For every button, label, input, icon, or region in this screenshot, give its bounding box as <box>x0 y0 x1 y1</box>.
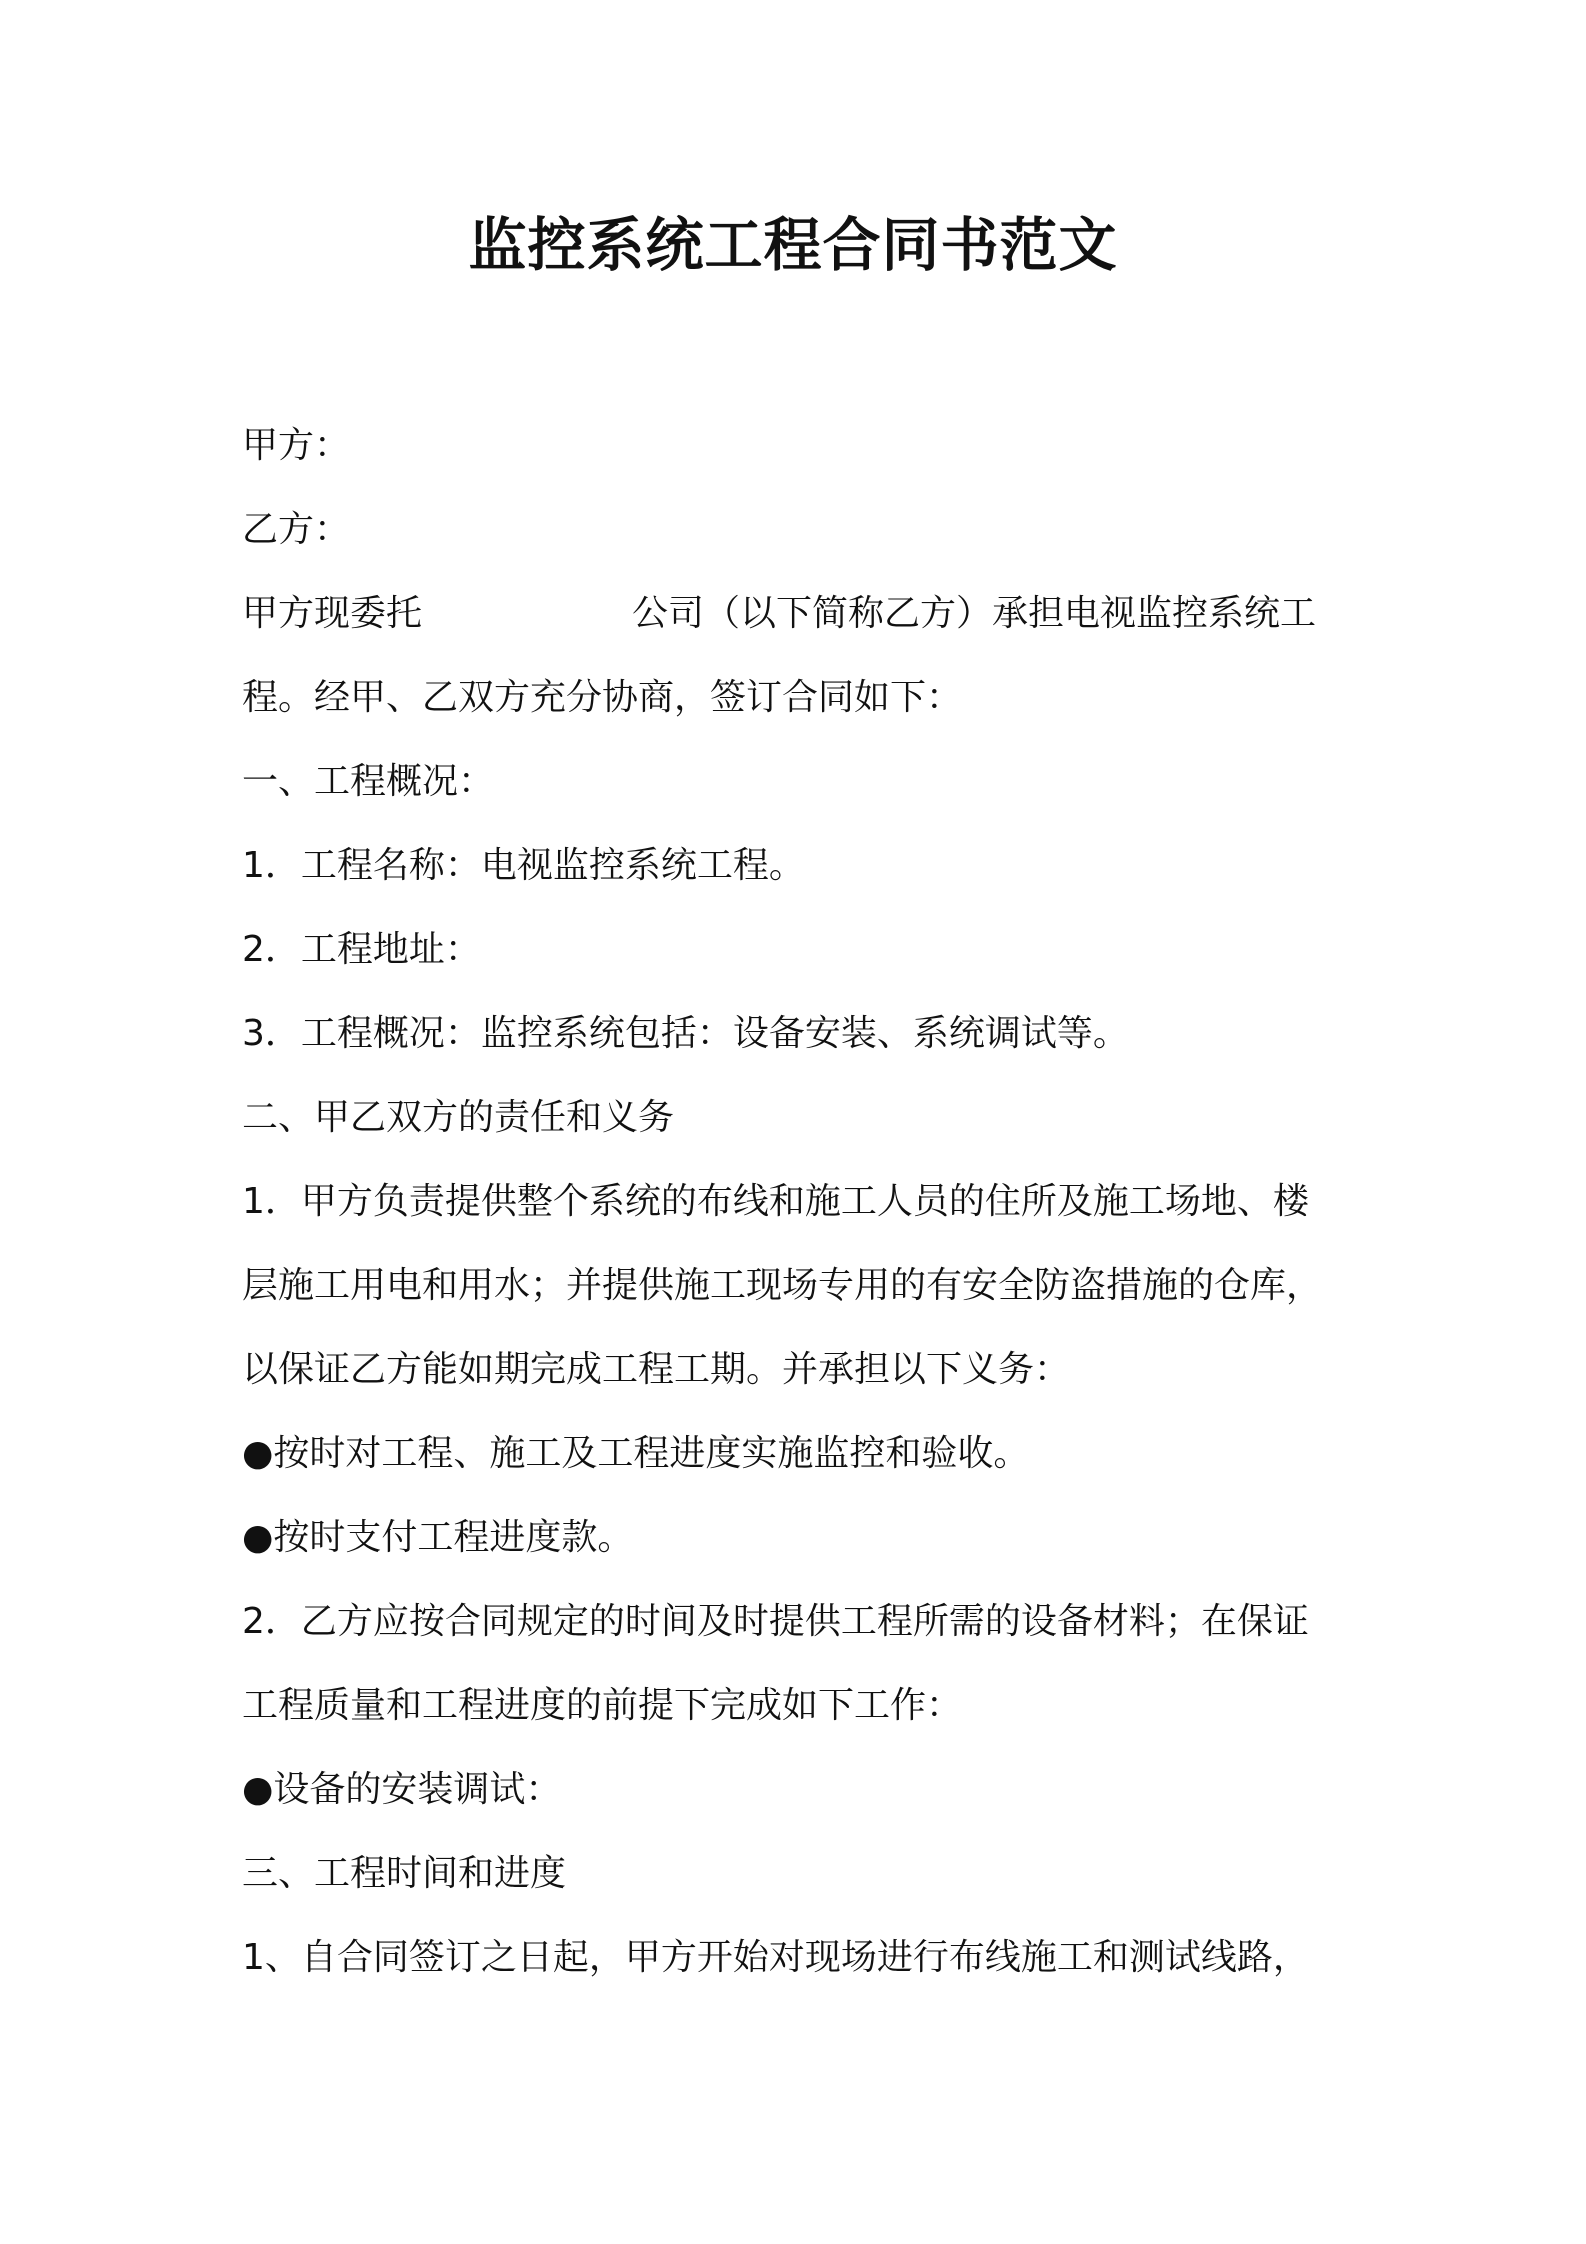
party-b-line: 乙方： <box>242 509 351 550</box>
intro-line-2: 程。经甲、乙双方充分协商，签订合同如下： <box>242 677 963 718</box>
intro-line-1 <box>242 572 1362 656</box>
document-body <box>242 404 1362 2000</box>
section-1-item-1: 1．工程名称：电视监控系统工程。 <box>242 845 805 886</box>
section-2-heading: 二、甲乙双方的责任和义务 <box>242 1097 675 1138</box>
party-a-line: 甲方： <box>242 425 351 466</box>
section-2-bullet-3: ●设备的安装调试： <box>242 1769 562 1810</box>
section-1-heading: 一、工程概况： <box>242 761 495 802</box>
section-1-item-2: 2．工程地址： <box>242 929 481 970</box>
section-2-bullet-2: ●按时支付工程进度款。 <box>242 1517 634 1558</box>
section-2-bullet-1: ●按时对工程、施工及工程进度实施监控和验收。 <box>242 1433 1030 1474</box>
intro-line-1-start: 甲方现委托 <box>242 593 423 634</box>
section-2-item-1-line-2: 层施工用电和用水；并提供施工现场专用的有安全防盗措施的仓库， <box>242 1265 1323 1306</box>
section-3-heading: 三、工程时间和进度 <box>242 1853 567 1894</box>
section-2-item-2-line-1: 2．乙方应按合同规定的时间及时提供工程所需的设备材料；在保证 <box>242 1601 1309 1642</box>
document-title: 监控系统工程合同书范文 <box>468 211 1118 279</box>
section-2-item-2-line-2: 工程质量和工程进度的前提下完成如下工作： <box>242 1685 963 1726</box>
section-1-item-3: 3．工程概况：监控系统包括：设备安装、系统调试等。 <box>242 1013 1129 1054</box>
section-2-item-1-line-3: 以保证乙方能如期完成工程工期。并承担以下义务： <box>242 1349 1071 1390</box>
section-2-item-1-line-1: 1．甲方负责提供整个系统的布线和施工人员的住所及施工场地、楼 <box>242 1181 1309 1222</box>
intro-line-1-end: 公司（以下简称乙方）承担电视监控系统工 <box>632 593 1317 634</box>
section-3-item-1-line-1: 1、自合同签订之日起，甲方开始对现场进行布线施工和测试线路， <box>242 1937 1309 1978</box>
